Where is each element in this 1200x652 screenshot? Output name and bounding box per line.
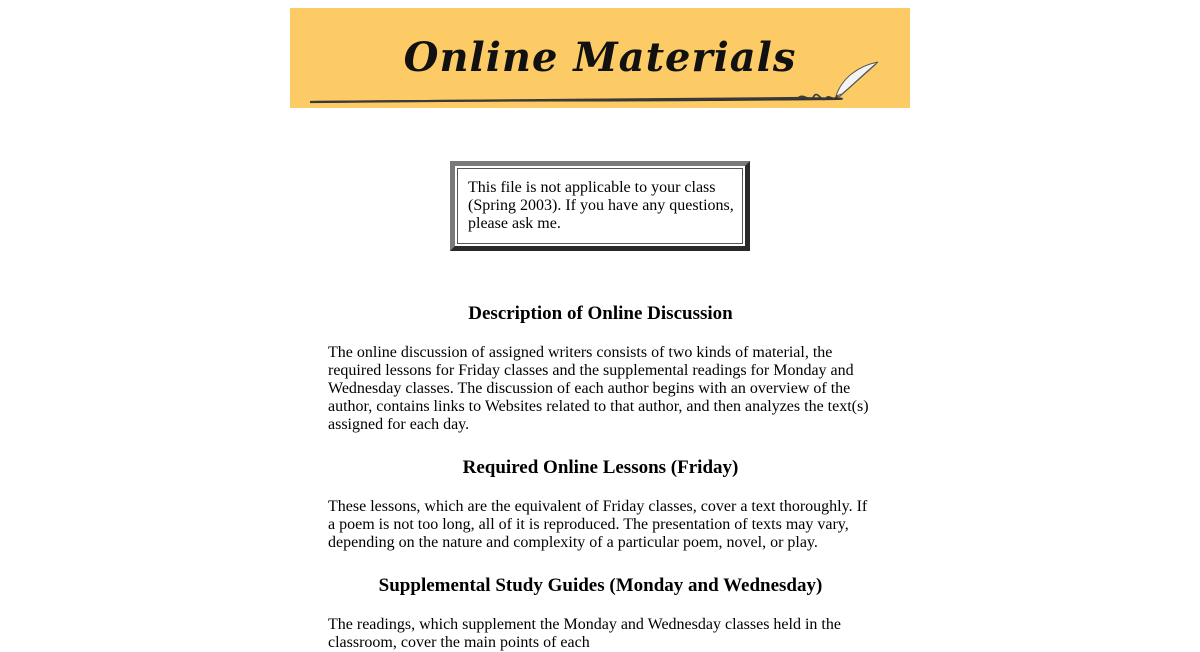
- section-heading-description: Description of Online Discussion: [468, 303, 733, 324]
- notice-box: [450, 161, 750, 251]
- section-body-required-lessons: These lessons, which are the equivalent of Friday classes, cover a text thoroughly. If a poem is not too long, all of it is reproduced. The presentation of texts may vary, depending on the nature and complexity of a particular poem, novel, or play.: [328, 498, 868, 551]
- main-content: [328, 300, 873, 652]
- section-heading-required-lessons: Required Online Lessons (Friday): [462, 457, 739, 478]
- section-heading-supplemental-guides: Supplemental Study Guides (Monday and Wednesday): [378, 575, 823, 596]
- header-banner: [290, 8, 910, 108]
- section-body-description: The online discussion of assigned writers consists of two kinds of material, the required lessons for Friday classes and the supplemental readings for Monday and Wednesday classes. The discussion of each author begins with an overview of the author, contains links to Websites related to that author, and then analyzes the text(s) assigned for each day.: [328, 344, 869, 433]
- notice-text: This file is not applicable to your class (Spring 2003). If you have any questions, please ask me.: [457, 168, 743, 244]
- banner-title: Online Materials: [403, 34, 797, 81]
- section-body-supplemental-guides: The readings, which supplement the Monday and Wednesday classes held in the classroom, cover the main points of each: [328, 616, 841, 651]
